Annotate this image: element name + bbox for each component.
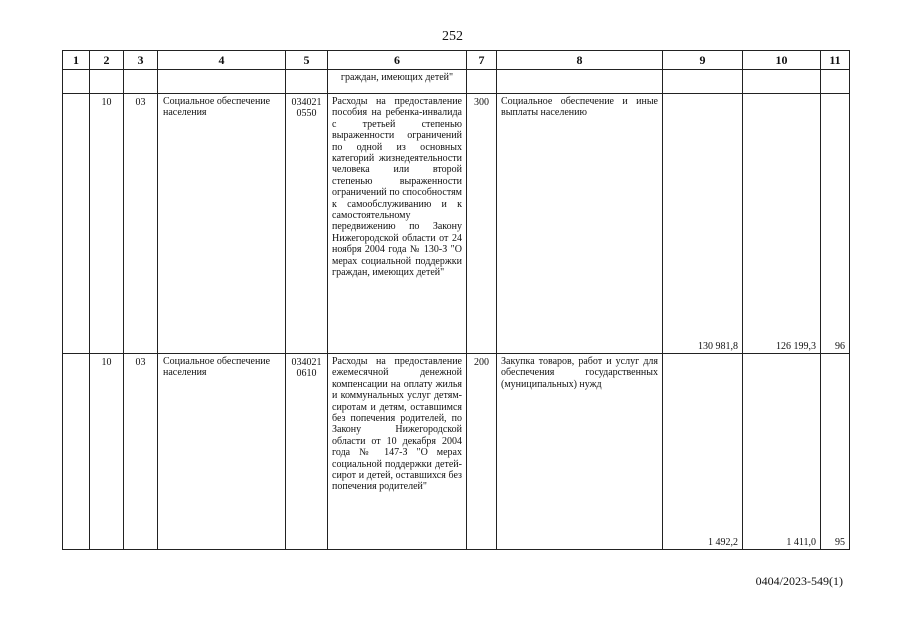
cell-percent: 95 xyxy=(821,354,850,550)
table-row xyxy=(63,354,850,550)
cell-expense-name: Закупка товаров, работ и услуг для обеспечения государственных (муниципальных) нужд xyxy=(497,354,663,550)
page-number: 252 xyxy=(442,29,463,44)
budget-table xyxy=(62,50,850,550)
continuation-text: граждан, имеющих детей" xyxy=(328,70,467,94)
col-header: 5 xyxy=(286,51,328,70)
col-header: 4 xyxy=(158,51,286,70)
cell-expense-type: 200 xyxy=(467,354,497,550)
col-header: 3 xyxy=(124,51,158,70)
cell-description: Расходы на предоставление пособия на ребенка-инвалида с третьей степенью выраженности ограничений по одной из основных категорий жизнедеятельности человека или второй степенью выраженности ограничений по способностям к самообслуживанию и к самостоятельному передвижению по Закону Нижегородской области от 24 ноября 2004 года № 130-З "О мерах социальной поддержки граждан, имеющих детей" xyxy=(328,94,467,354)
col-header: 7 xyxy=(467,51,497,70)
cell-subsection: 03 xyxy=(124,94,158,354)
col-header: 8 xyxy=(497,51,663,70)
col-header: 1 xyxy=(63,51,90,70)
cell-amount-actual: 1 411,0 xyxy=(743,354,821,550)
col-header: 2 xyxy=(90,51,124,70)
table-row xyxy=(63,94,850,354)
cell-amount-actual: 126 199,3 xyxy=(743,94,821,354)
continuation-row xyxy=(63,70,850,94)
col-header: 6 xyxy=(328,51,467,70)
col-header: 9 xyxy=(663,51,743,70)
cell-subsection: 03 xyxy=(124,354,158,550)
cell-target-code: 034021 0550 xyxy=(286,94,328,354)
col-header: 11 xyxy=(821,51,850,70)
col-header: 10 xyxy=(743,51,821,70)
document-code: 0404/2023-549(1) xyxy=(755,574,843,588)
cell-target-code: 034021 0610 xyxy=(286,354,328,550)
cell-expense-type: 300 xyxy=(467,94,497,354)
cell-section: 10 xyxy=(90,94,124,354)
cell-section: 10 xyxy=(90,354,124,550)
header-row xyxy=(63,51,850,70)
cell-expense-name: Социальное обеспечение и иные выплаты населению xyxy=(497,94,663,354)
cell-description: Расходы на предоставление ежемесячной денежной компенсации на оплату жилья и коммунальных услуг детям-сиротам и детям, оставшимся без попечения родителей, по Закону Нижегородской области от 10 декабря 2004 года № 147-З "О мерах социальной поддержки детей-сирот и детей, оставшихся без попечения родителей" xyxy=(328,354,467,550)
cell-section-name: Социальное обеспечение населения xyxy=(158,94,286,354)
cell-amount-plan: 1 492,2 xyxy=(663,354,743,550)
cell-amount-plan: 130 981,8 xyxy=(663,94,743,354)
cell-section-name: Социальное обеспечение населения xyxy=(158,354,286,550)
cell-percent: 96 xyxy=(821,94,850,354)
